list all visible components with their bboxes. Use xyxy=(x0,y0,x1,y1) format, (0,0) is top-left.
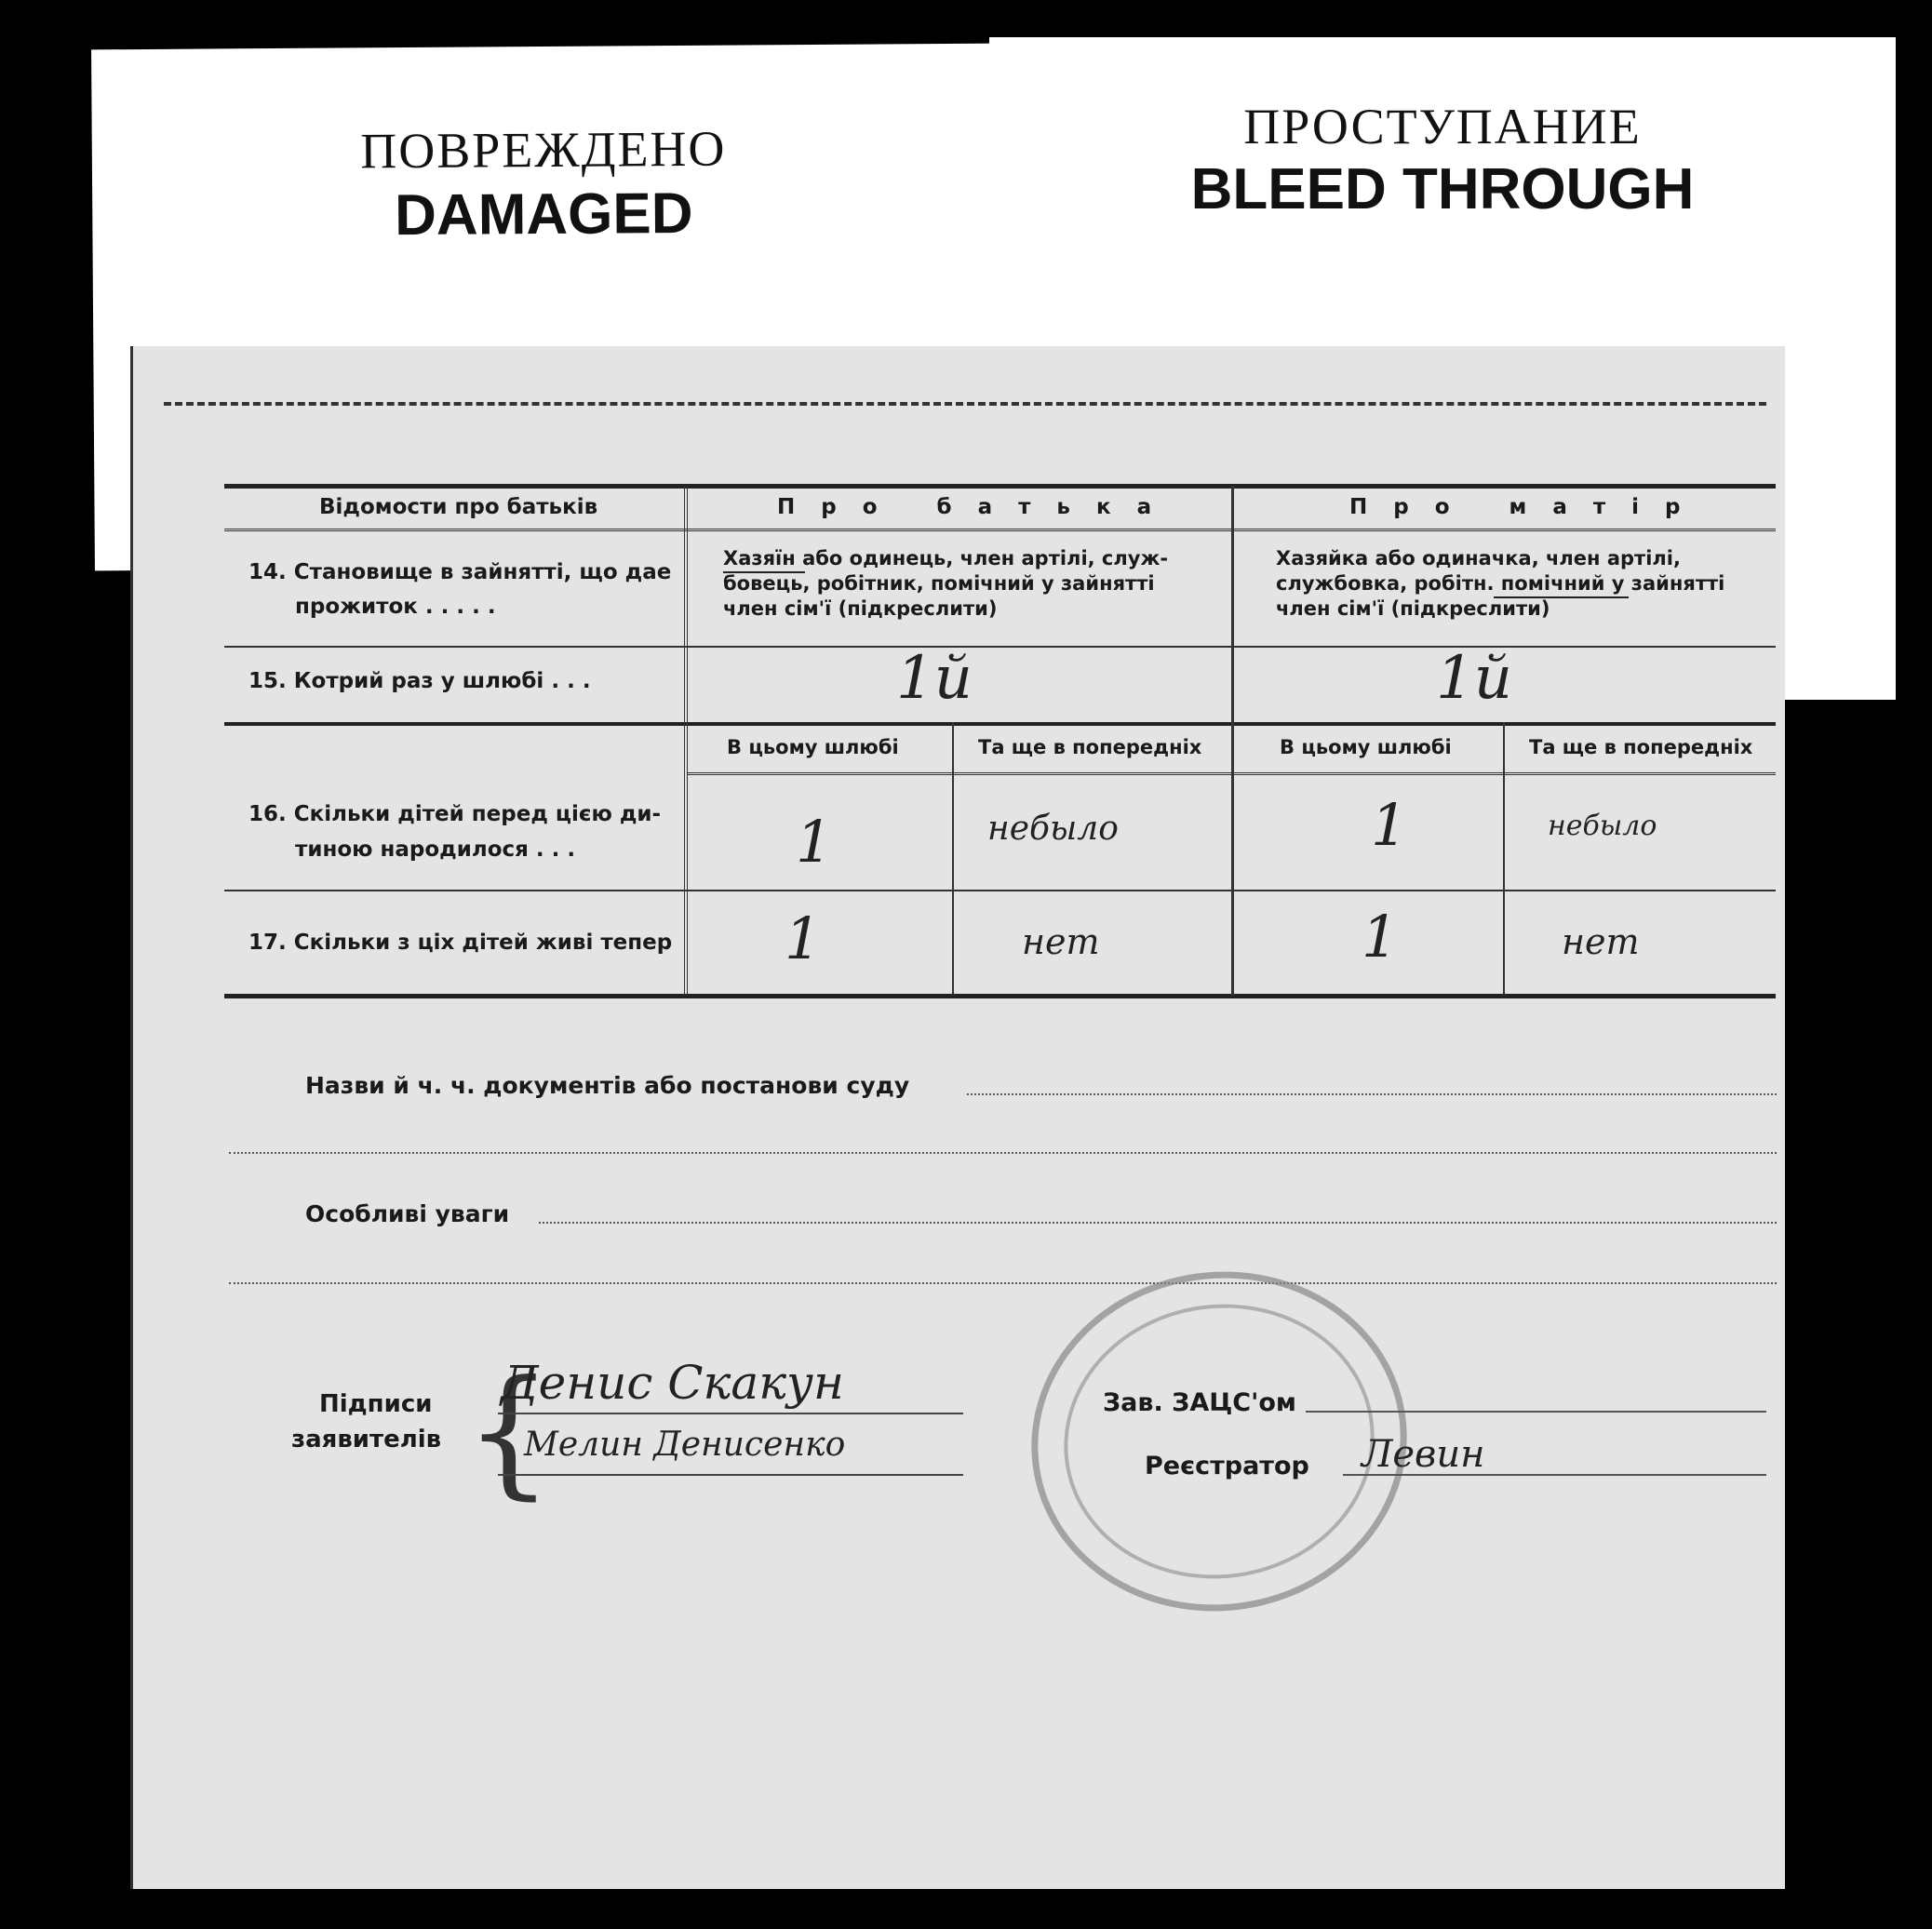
table-bottom-border xyxy=(224,994,1776,998)
signatures-label-1: Підписи xyxy=(319,1390,433,1418)
row15-mother-value: 1й xyxy=(1436,644,1512,713)
column-divider-4 xyxy=(1503,722,1505,996)
row16-father-prev: небыло xyxy=(987,810,1119,848)
row14-label-1: 14. Становище в зайнятті, що дае xyxy=(248,560,672,584)
notes-line-1 xyxy=(539,1222,1777,1224)
row17-mother-prev: нет xyxy=(1562,921,1640,962)
subheader-this-marriage: В цьому шлюбі xyxy=(727,736,899,758)
row14-mother-2: службовка, робітн. помічний у зайнятті xyxy=(1276,572,1725,595)
signatures-label-2: заявителів xyxy=(291,1426,442,1453)
column-divider-3 xyxy=(952,722,954,996)
table-top-border xyxy=(224,484,1776,489)
bleed-through-tag-ru: ПРОСТУПАНИЕ xyxy=(1243,99,1642,154)
applicant-line-1 xyxy=(498,1413,963,1414)
documents-line-2 xyxy=(229,1152,1777,1154)
father-underline xyxy=(723,571,805,573)
row17-father-prev: нет xyxy=(1022,921,1100,962)
row16-father-this: 1 xyxy=(796,808,833,876)
row14-mother-3: член сім'ї (підкреслити) xyxy=(1276,597,1550,620)
applicant-signature-2: Мелин Денисенко xyxy=(524,1426,846,1464)
row14-label-2: прожиток . . . . . xyxy=(295,595,496,619)
registrar-label: Реєстратор xyxy=(1145,1452,1309,1480)
subheader-previous: Та ще в попередніх xyxy=(978,736,1202,758)
row16-mother-this: 1 xyxy=(1371,791,1408,859)
column-divider-2 xyxy=(1231,486,1234,996)
signature-brace: { xyxy=(464,1351,554,1513)
registrar-signature: Левин xyxy=(1362,1433,1485,1476)
cut-line xyxy=(164,402,1766,406)
row14-father-1: Хазяїн або одинець, член артілі, служ- xyxy=(723,547,1169,569)
row16-bottom-border xyxy=(224,890,1776,891)
row16-label-2: тиною народилося . . . xyxy=(295,837,576,862)
column-divider-1 xyxy=(684,486,688,996)
official-seal-inner-ring xyxy=(1046,1284,1392,1599)
damaged-tag-en: DAMAGED xyxy=(394,181,693,248)
row14-father-3: член сім'ї (підкреслити) xyxy=(723,597,998,620)
applicant-signature-1: Денис Скакун xyxy=(501,1356,844,1410)
row14-father-2: бовець, робітник, помічний у зайнятті xyxy=(723,572,1155,595)
row16-label-1: 16. Скільки дітей перед цією ди- xyxy=(248,802,662,826)
row15-label: 15. Котрий раз у шлюбі . . . xyxy=(248,669,591,693)
applicant-line-2 xyxy=(498,1474,963,1476)
header-parents: Відомости про батьків xyxy=(319,495,598,519)
bleed-through-tag-en: BLEED THROUGH xyxy=(1190,157,1695,221)
subheader-previous-2: Та ще в попередніх xyxy=(1529,736,1753,758)
row16-mother-prev: небыло xyxy=(1548,810,1657,842)
row15-father-value: 1й xyxy=(896,644,973,713)
documents-line-1 xyxy=(967,1093,1777,1095)
row14-bottom-border xyxy=(224,646,1776,648)
row15-bottom-border xyxy=(224,722,1776,726)
registrar-signature-line xyxy=(1343,1474,1766,1476)
documents-label: Назви й ч. ч. документів або постанови суду xyxy=(305,1072,910,1099)
head-label: Зав. ЗАЦС'ом xyxy=(1103,1388,1296,1417)
head-signature-line xyxy=(1306,1411,1766,1413)
row17-father-this: 1 xyxy=(785,904,822,972)
damaged-tag-ru: ПОВРЕЖДЕНО xyxy=(359,120,727,180)
header-bottom-border xyxy=(224,529,1776,531)
row17-mother-this: 1 xyxy=(1362,903,1399,971)
notes-line-2 xyxy=(229,1282,1777,1284)
row17-label: 17. Скільки з ціх дітей живі тепер xyxy=(248,931,673,955)
subheader-this-marriage-2: В цьому шлюбі xyxy=(1280,736,1452,758)
header-father: Про батька xyxy=(777,495,1178,519)
mother-underline xyxy=(1494,596,1629,598)
header-mother: Про матір xyxy=(1349,495,1707,519)
row14-mother-1: Хазяйка або одиначка, член артілі, xyxy=(1276,547,1681,569)
document-sheet xyxy=(130,346,1785,1889)
notes-label: Особливі уваги xyxy=(305,1200,510,1227)
